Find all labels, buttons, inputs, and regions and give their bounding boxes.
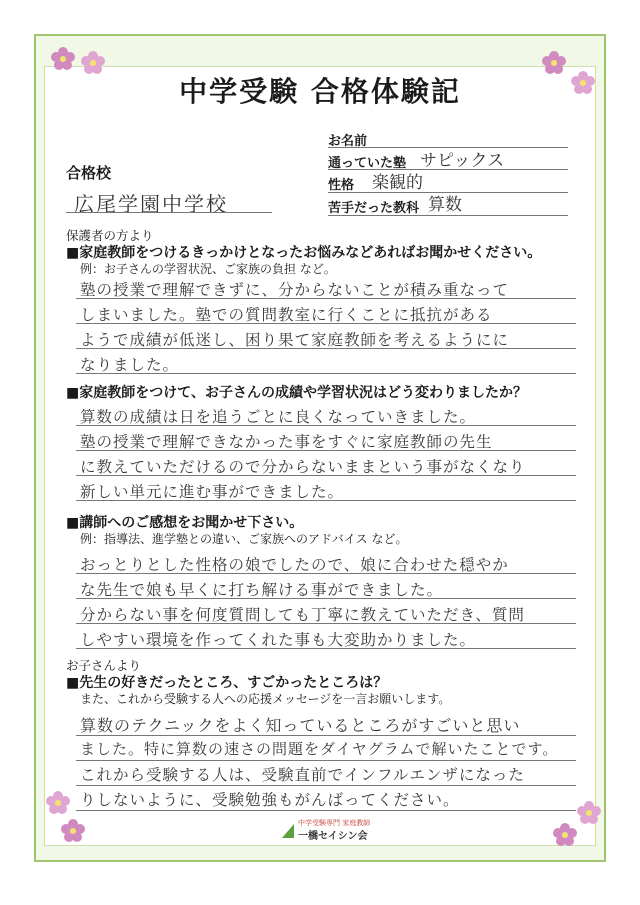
passed-school-label: 合格校 — [66, 164, 112, 182]
parent-q2-line: に教えていただけるので分からないままという事がなくなり — [80, 458, 526, 476]
child-q1-line: 算数のテクニックをよく知っているところがすごいと思い — [80, 716, 521, 735]
school-label: 通っていた塾 — [328, 156, 407, 171]
flower-icon — [45, 790, 71, 816]
flower-icon — [576, 800, 602, 826]
name-label: お名前 — [328, 134, 368, 149]
parent-q3-line: しやすい環境を作ってくれた事も大変助かりました。 — [80, 631, 477, 649]
brand-logo — [280, 818, 370, 842]
parent-heading: 保護者の方より — [66, 228, 154, 243]
parent-q2-title: ■家庭教師をつけて、お子さんの成績や学習状況はどう変わりましたか？ — [66, 385, 527, 401]
parent-q3-example: 例：指導法、進学塾との違い、ご家族へのアドバイス など。 — [80, 532, 408, 546]
parent-q1-example: 例：お子さんの学習状況、ご家族の負担 など。 — [80, 262, 336, 276]
personality-label: 性格 — [328, 178, 355, 193]
flower-icon — [50, 46, 76, 72]
parent-q3-line: おっとりとした性格の娘でしたので、娘に合わせた穏やか — [80, 556, 509, 574]
child-q1-title: ■先生の好きだったところ、すごかったところは？ — [66, 675, 388, 691]
brand-tagline: 中学受験専門 家庭教師 — [298, 819, 371, 827]
child-q1-line: ました。特に算数の速さの問題をダイヤグラムで解いたことです。 — [80, 740, 559, 758]
parent-q1-line: ようで成績が低迷し、困り果て家庭教師を考えるようにに — [80, 331, 510, 349]
leaf-icon — [280, 820, 296, 840]
flower-icon — [552, 822, 578, 848]
child-q1-subtitle: また、これから受験する人への応援メッセージを一言お願いします。 — [80, 692, 451, 706]
parent-q1-line: なりました。 — [80, 356, 180, 374]
parent-q2-line: 塾の授業で理解できなかった事をすぐに家庭教師の先生 — [80, 433, 493, 451]
brand-name: 一橋セイシン会 — [298, 831, 368, 842]
flower-icon — [60, 818, 86, 844]
parent-q3-line: 分からない事を何度質問しても丁寧に教えていただき、質問 — [80, 606, 525, 624]
child-heading: お子さんより — [66, 658, 142, 673]
parent-q2-line: 新しい単元に進む事ができました。 — [80, 483, 345, 501]
parent-q3-title: ■講師へのご感想をお聞かせ下さい。 — [66, 515, 304, 531]
parent-q2-line: 算数の成績は日を追うごとに良くなっていきました。 — [80, 408, 477, 426]
weak-subject-value: 算数 — [428, 195, 462, 215]
passed-school-value: 広尾学園中学校 — [74, 192, 228, 216]
weak-subject-label: 苦手だった教科 — [328, 201, 420, 216]
school-value: サピックス — [420, 151, 505, 171]
child-q1-line: これから受験する人は、受験直前でインフルエンザになった — [80, 766, 525, 784]
page-title: 中学受験 合格体験記 — [179, 75, 461, 108]
personality-value: 楽観的 — [372, 173, 423, 193]
parent-q1-title: ■家庭教師をつけるきっかけとなったお悩みなどあればお聞かせください。 — [66, 245, 542, 261]
parent-q1-line: 塾の授業で理解できずに、分からないことが積み重なって — [80, 281, 510, 299]
parent-q3-line: な先生で娘も早くに打ち解ける事ができました。 — [80, 581, 444, 599]
parent-q1-line: しまいました。塾での質問教室に行くことに抵抗がある — [80, 306, 493, 324]
child-q1-line: りしないように、受験勉強もがんばってください。 — [80, 791, 460, 809]
